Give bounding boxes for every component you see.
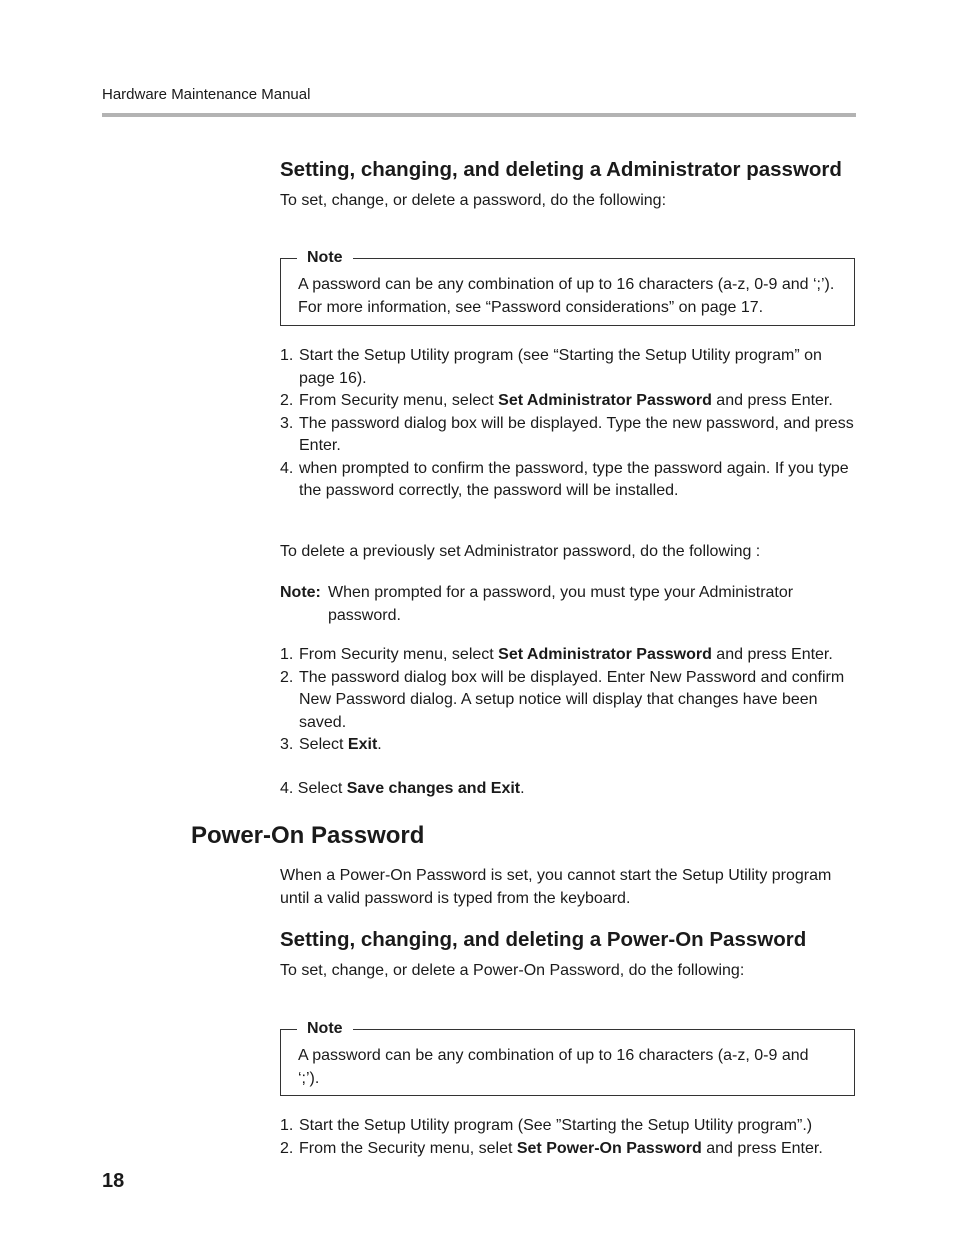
header-rule — [102, 113, 856, 117]
poweron-intro: When a Power-On Password is set, you cannot start the Setup Utility program until a valid password is typed from the keyboard. — [280, 867, 832, 907]
running-header: Hardware Maintenance Manual — [102, 86, 311, 103]
admin-set-steps — [280, 345, 860, 503]
admin-heading: Setting, changing, and deleting a Administrator password — [280, 158, 842, 181]
list-item: 4. Select Save changes and Exit. — [280, 780, 525, 797]
list-item: 2. The password dialog box will be displayed. Enter New Password and confirm New Password dialog. A setup notice will display that changes have been saved. — [280, 668, 845, 731]
list-item: 1. Start the Setup Utility program (See ”Starting the Setup Utility program”.) — [280, 1117, 813, 1134]
poweron-note-label: Note — [297, 1020, 353, 1038]
page-number: 18 — [102, 1170, 125, 1192]
list-item: 2. From the Security menu, selet Set Power-On Password and press Enter. — [280, 1139, 823, 1157]
list-item: 1. From Security menu, select Set Administrator Password and press Enter. — [280, 646, 833, 663]
list-item: 2. From Security menu, select Set Administrator Password and press Enter. — [280, 392, 833, 409]
admin-delete-note — [280, 582, 860, 627]
admin-delete-steps — [280, 644, 860, 757]
list-item: 1. Start the Setup Utility program (see “Starting the Setup Utility program” on page 16). — [280, 347, 822, 387]
note-label: Note: — [280, 584, 321, 601]
list-item: 3. Select Exit. — [280, 736, 382, 753]
poweron-steps — [280, 1115, 870, 1160]
note-text: When prompted for a password, you must type your Administrator password. — [328, 584, 794, 624]
section-title: Power-On Password — [191, 822, 425, 849]
poweron-heading: Setting, changing, and deleting a Power-On Password — [280, 928, 807, 951]
list-item: 3. The password dialog box will be displayed. Type the new password, and press Enter. — [280, 414, 854, 454]
poweron-sub-intro: To set, change, or delete a Power-On Password, do the following: — [280, 962, 745, 979]
admin-intro: To set, change, or delete a password, do the following: — [280, 192, 667, 209]
admin-note-label: Note — [297, 249, 353, 267]
poweron-note-text: A password can be any combination of up to 16 characters (a-z, 0-9 and ‘;’). — [298, 1047, 809, 1087]
admin-note-box — [280, 249, 855, 326]
admin-note-text: A password can be any combination of up to 16 characters (a-z, 0-9 and ‘;’). For more information, see “Password considerations” on page 17. — [298, 276, 835, 316]
poweron-note-box — [280, 1020, 855, 1096]
list-item: 4. when prompted to confirm the password, type the password again. If you type the password correctly, the password will be installed. — [280, 459, 849, 499]
admin-delete-intro: To delete a previously set Administrator password, do the following : — [280, 543, 761, 560]
